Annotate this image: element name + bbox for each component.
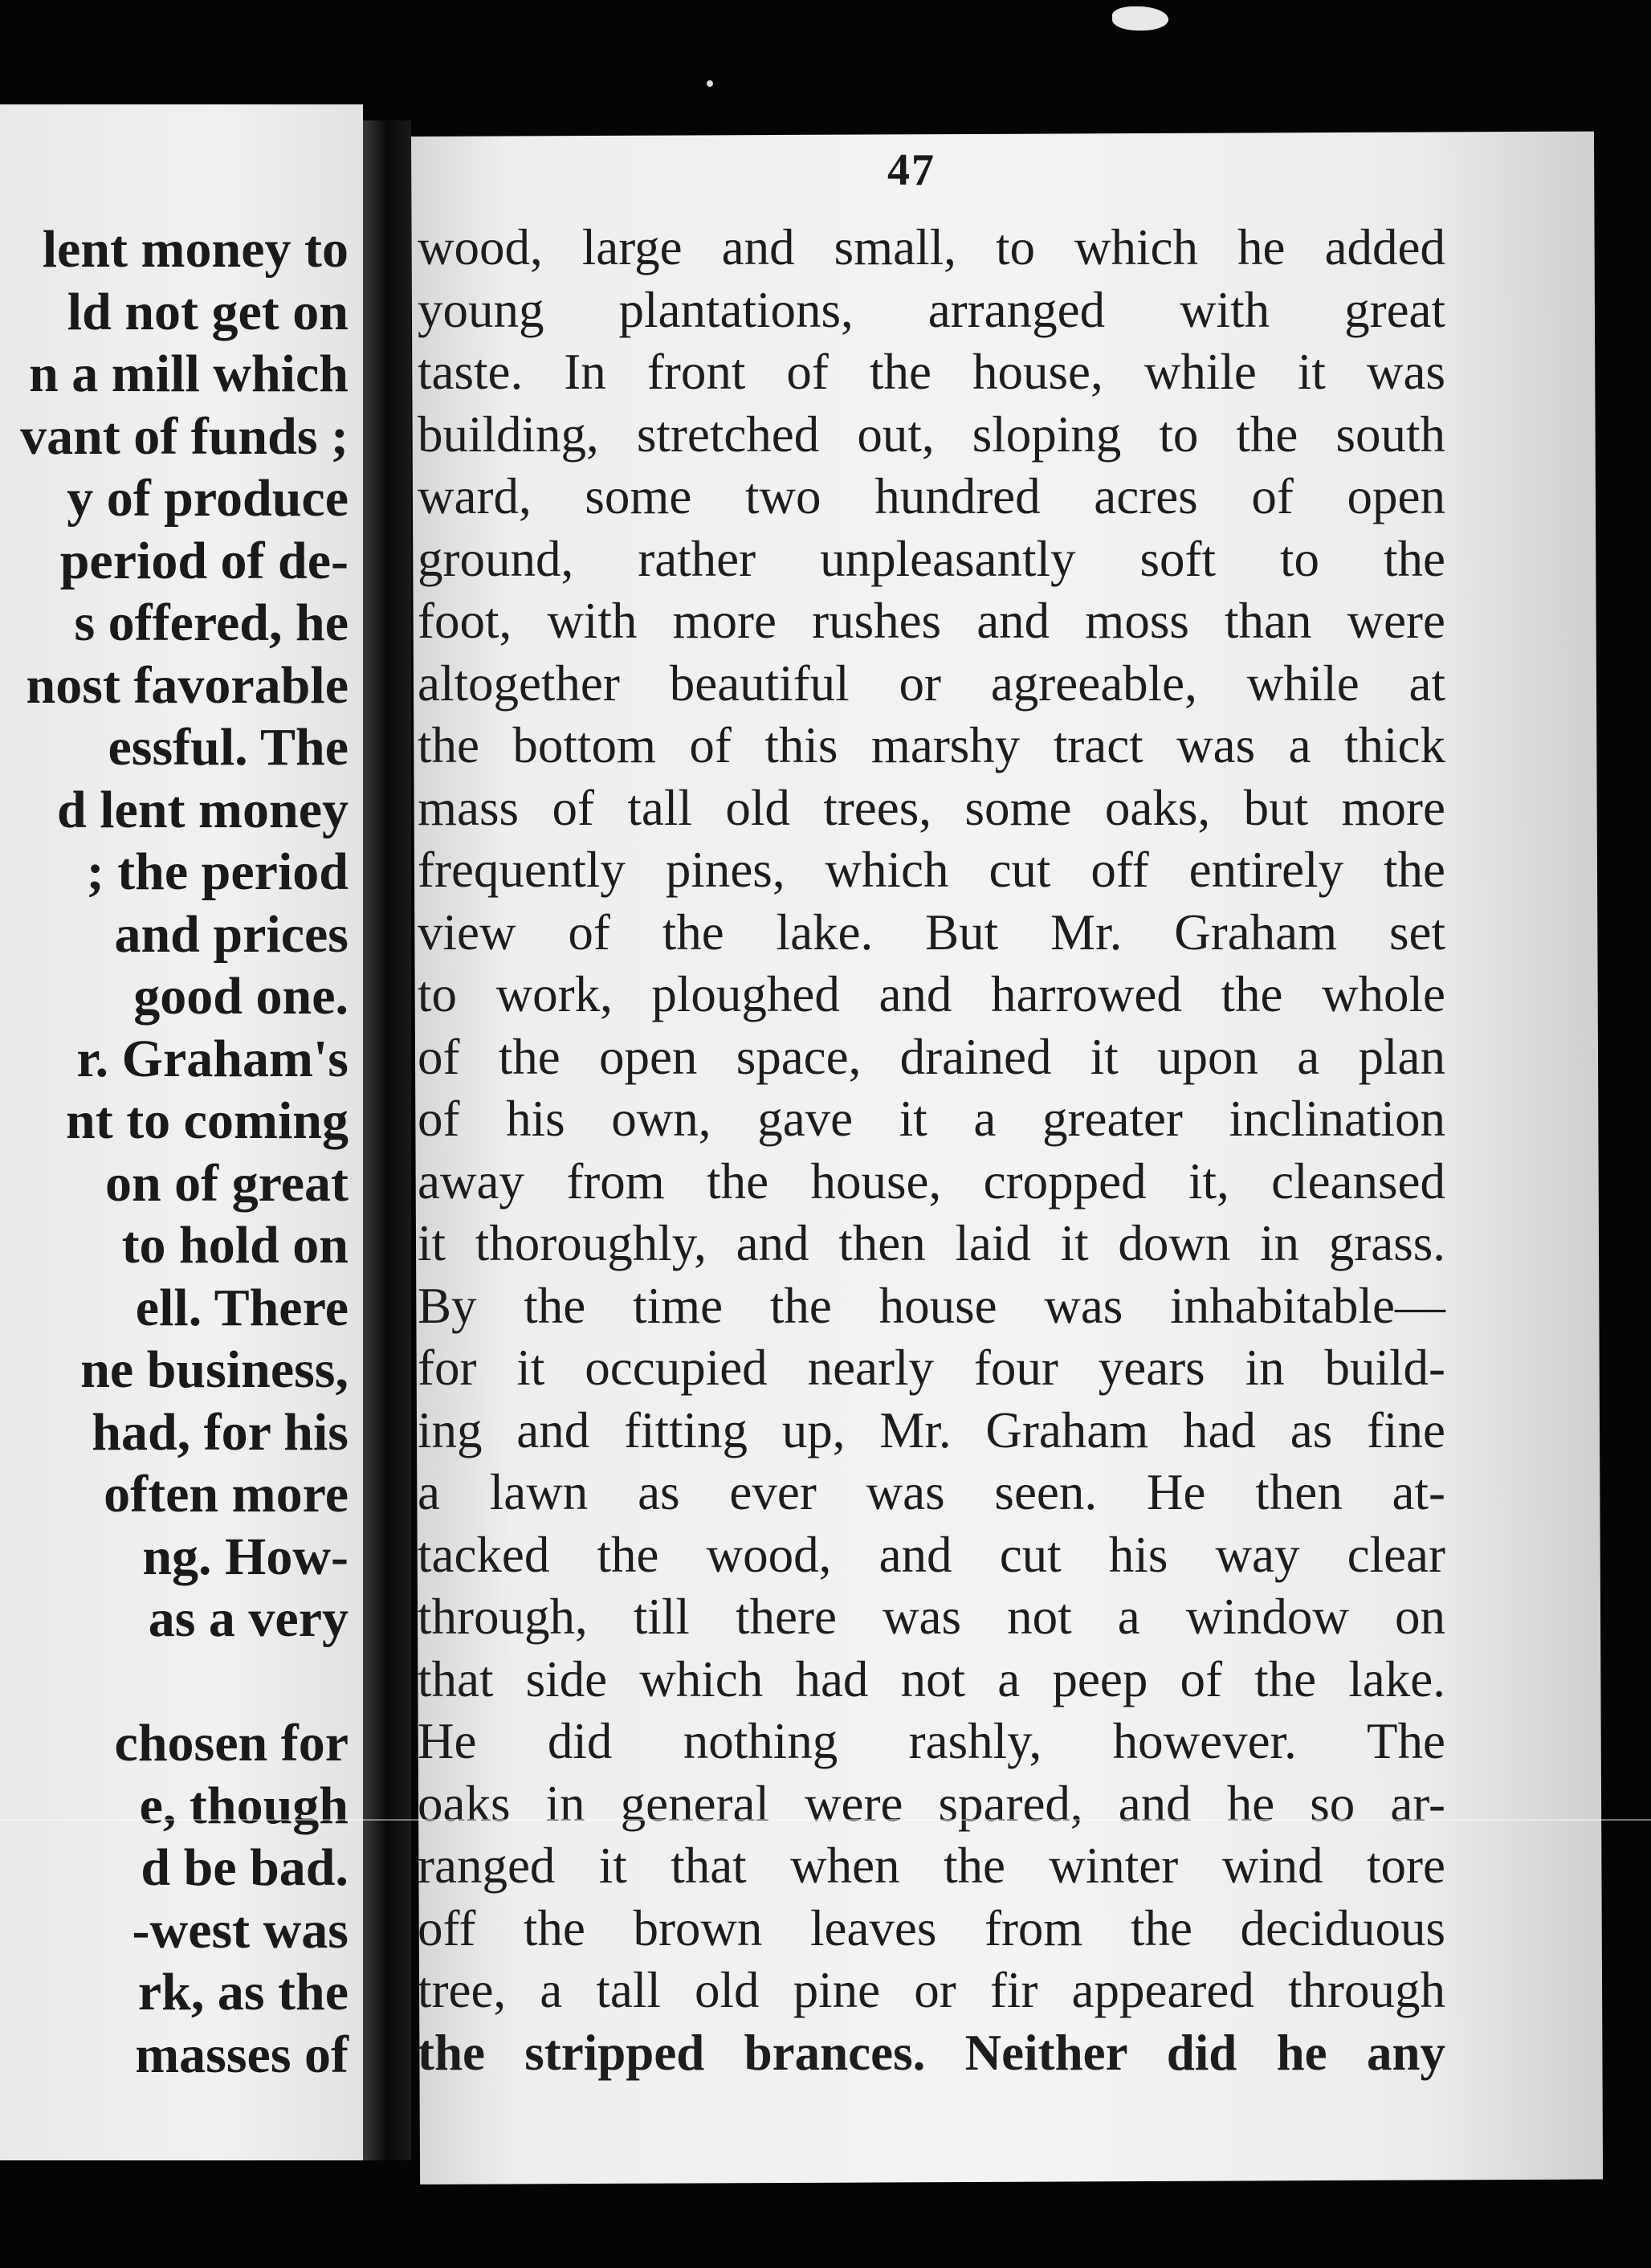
left-page-line: rk, as the: [137, 1963, 349, 2021]
body-line: away from the house, cropped it, cleansed: [418, 1152, 1445, 1209]
body-line: a lawn as ever was seen. He then at-: [418, 1464, 1445, 1520]
body-line: ground, rather unpleasantly soft to the: [418, 530, 1445, 587]
body-line: frequently pines, which cut off entirely the: [418, 842, 1445, 898]
left-page-line: ell. There: [135, 1278, 349, 1337]
left-page-line: [0, 1650, 349, 1713]
left-page-line: e, though: [139, 1776, 349, 1835]
left-page-line: ng. How-: [142, 1527, 349, 1586]
left-page-line: d lent money: [57, 780, 349, 839]
book-gutter: [363, 120, 411, 2160]
left-page-line: vant of funds ;: [20, 406, 349, 466]
body-line: young plantations, arranged with great: [418, 281, 1445, 338]
body-line: taste. In front of the house, while it was: [418, 344, 1445, 400]
body-line: tree, a tall old pine or fir appeared through: [418, 1962, 1445, 2018]
left-page-text: [0, 218, 349, 2086]
left-page-line: d be bad.: [141, 1838, 349, 1897]
body-line: for it occupied nearly four years in build-: [418, 1340, 1445, 1396]
scan-speck-small: [707, 80, 713, 87]
body-line: view of the lake. But Mr. Graham set: [418, 904, 1445, 961]
body-line: of the open space, drained it upon a plan: [418, 1028, 1445, 1085]
left-page-line: ld not get on: [67, 282, 349, 341]
left-page-fragment: [0, 104, 363, 2160]
left-page-line: n a mill which: [29, 345, 349, 403]
body-line: ranged it that when the winter wind tore: [418, 1838, 1445, 1894]
body-line: that side which had not a peep of the lake.: [418, 1650, 1445, 1707]
scan-speck: [1112, 6, 1168, 31]
left-page-line: had, for his: [92, 1402, 349, 1462]
left-page-line: often more: [104, 1465, 349, 1524]
left-page-line: r. Graham's: [76, 1029, 349, 1088]
left-page-line: ne business,: [80, 1340, 349, 1399]
body-line: wood, large and small, to which he added: [418, 219, 1445, 275]
left-page-line: y of produce: [67, 469, 349, 528]
left-page-line: chosen for: [114, 1714, 349, 1772]
body-text: [418, 217, 1445, 2084]
body-line: it thoroughly, and then laid it down in grass.: [418, 1215, 1445, 1271]
left-page-line: lent money to: [42, 220, 349, 279]
body-line: through, till there was not a window on: [418, 1589, 1445, 1645]
body-line: ward, some two hundred acres of open: [418, 468, 1445, 524]
scan-line-artifact: [0, 1819, 1651, 1821]
body-line: foot, with more rushes and moss than were: [418, 593, 1445, 649]
left-page-line: period of de-: [59, 531, 349, 590]
left-page-line: nost favorable: [26, 655, 349, 715]
body-line: building, stretched out, sloping to the south: [418, 406, 1445, 463]
body-line: By the time the house was inhabitable—: [418, 1277, 1445, 1334]
left-page-line: good one.: [133, 967, 349, 1026]
left-page-line: on of great: [104, 1153, 349, 1213]
left-page-line: to hold on: [121, 1216, 349, 1275]
body-line: mass of tall old trees, some oaks, but more: [418, 779, 1445, 836]
left-page-line: nt to coming: [66, 1091, 349, 1150]
body-line: off the brown leaves from the deciduous: [418, 1899, 1445, 1956]
left-page-line: s offered, he: [74, 594, 349, 652]
body-line: to work, ploughed and harrowed the whole: [418, 966, 1445, 1022]
body-line: of his own, gave it a greater inclination: [418, 1091, 1445, 1147]
left-page-line: as a very: [148, 1589, 349, 1648]
body-line: oaks in general were spared, and he so ar-: [418, 1775, 1445, 1832]
left-page-line: and prices: [114, 904, 349, 964]
page-number: 47: [887, 145, 936, 195]
left-page-line: essful. The: [108, 718, 349, 777]
body-line: tacked the wood, and cut his way clear: [418, 1526, 1445, 1583]
body-line: He did nothing rashly, however. The: [418, 1713, 1445, 1769]
left-page-line: -west was: [132, 1900, 349, 1960]
body-line: altogether beautiful or agreeable, while at: [418, 655, 1445, 712]
left-page-line: masses of: [135, 2025, 349, 2084]
left-page-line: ; the period: [86, 842, 349, 901]
body-line: ing and fitting up, Mr. Graham had as fine: [418, 1401, 1445, 1458]
body-line: the bottom of this marshy tract was a thick: [418, 717, 1445, 773]
body-line: the stripped brances. Neither did he any: [418, 2024, 1445, 2081]
